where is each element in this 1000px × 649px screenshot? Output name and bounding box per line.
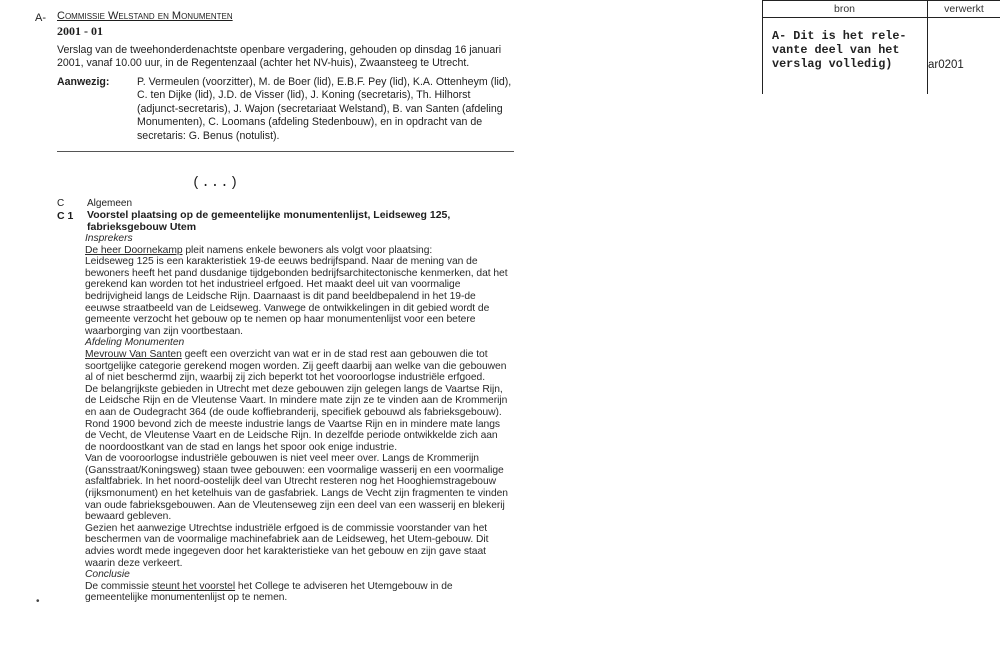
afdeling-heading: Afdeling Monumenten — [85, 337, 185, 349]
remaining-paragraph: Van de vooroorlogse industriële gebouwen is niet veel meer over. Langs de Krommerijn (Gansstraat/Koningsweg) staan twee gebouwen: een voormalige wasserij en een voormalige asfaltfabriek. In het noord-oostelijk deel van Utrecht resteren nog het Hooghiemstragebouw (rijksmonument) en het ketelhuis van de gasfabriek. Langs de Vecht zijn fragmenten te vinden van oude fabrieksgebouwen. Aan de Vleutenseweg zijn een deel van een wasserij en blekerij bewaard gebleven. — [85, 453, 508, 523]
areas-paragraph: De belangrijkste gebieden in Utrecht met deze gebouwen zijn gelegen langs de Vaartse Rijn, de Leidsche Rijn en de Vleutense Vaart. In mindere mate zijn ze te vinden aan de Krommerijn en aan de Oudegracht 364 (de oude koffiebranderij, specifiek gebouwd als fabrieksgebouw). Rond 1900 bevond zich de meeste industrie langs de Vaartse Rijn en in mindere mate langs de Vecht, de Vleutense Vaart en de Leidsche Rijn. In dezelfde periode ontwikkelde zich aan de noordoostkant van de stad en langs het spoor ook enige industrie. — [85, 383, 508, 453]
omission-ellipsis: (...) — [192, 175, 240, 191]
conclusion-pre: De commissie — [85, 580, 152, 592]
agenda-letter: C — [57, 198, 65, 209]
form-header-divider — [762, 17, 1000, 18]
report-intro: Verslag van de tweehonderdenachtste openbare vergadering, gehouden op dinsdag 16 januari 2001, vanaf 10.00 uur, in de Regentenzaal (achter het NV-huis), Zwaansteeg te Utrecht. — [57, 44, 502, 70]
monumenten-speaker-name: Mevrouw Van Santen — [85, 348, 182, 360]
conclusie-heading: Conclusie — [85, 569, 130, 581]
speaker-intro — [85, 245, 510, 257]
conclusion-paragraph — [85, 581, 510, 604]
section-divider — [57, 151, 514, 152]
verwerkt-column-header: verwerkt — [944, 3, 984, 15]
conclusion-underlined: steunt het voorstel — [151, 580, 236, 592]
item-content — [85, 233, 510, 604]
form-top-border — [762, 0, 1000, 1]
speaker-paragraph: Leidseweg 125 is een karakteristiek 19-de eeuws bedrijfspand. Naar de mening van de bewoners heeft het pand dusdanige tijdgebonden bedrijfsarchitectonische kenmerken, dat het gerekend kan worden tot het industrieel erfgoed. Het maakt deel uit van voormalige bedrijvigheid langs de Leidsche Rijn. Daarnaast is dit pand beeldbepalend in het 19-de eeuwse straatbeeld van de Leidseweg. Vanwege de ontwikkelingen in dit gebied wordt de gemeente verzocht het gebouw op te nemen op haar monumentenlijst voor een betere waarborging van zijn voortbestaan. — [85, 256, 508, 337]
speaker-name: De heer Doornekamp — [85, 244, 183, 256]
document-number: 2001 - 01 — [57, 24, 103, 38]
agenda-title: Algemeen — [87, 198, 133, 209]
monumenten-intro-text: geeft een overzicht van wat er in de stad rest aan gebouwen die tot soortgelijke categorie gerekend mogen worden. Zij geeft daarbij aan welke van die gebouwen al of niet beschermd zijn, waarbij zij zich beperkt tot het vooroorlogse industriële erfgoed. — [85, 348, 507, 384]
monumenten-intro — [85, 349, 510, 384]
commission-name — [57, 10, 233, 22]
conclusion-post: het College te adviseren het Utemgebouw in de gemeentelijke monumentenlijst op te nemen. — [85, 580, 453, 604]
bron-column-header: bron — [833, 3, 855, 15]
margin-bullet: • — [36, 596, 40, 607]
item-title: Voorstel plaatsing op de gemeentelijke monumentenlijst, Leidseweg 125, fabrieksgebouw Utem — [87, 209, 451, 233]
commission-name-text: Commissie Welstand en Monumenten — [57, 10, 233, 22]
insprekers-heading: Insprekers — [85, 233, 133, 244]
speaker-intro-text: pleit namens enkele bewoners als volgt voor plaatsing: — [182, 244, 433, 256]
item-number: C 1 — [57, 210, 74, 222]
typed-source-note: A- Dit is het rele- vante deel van het verslag volledig) — [772, 29, 907, 71]
reference-code: ar0201 — [928, 59, 964, 71]
source-marker: A- — [35, 12, 46, 24]
present-label: Aanwezig: — [57, 76, 110, 88]
advice-paragraph: Gezien het aanwezige Utrechtse industriële erfgoed is de commissie voorstander van het beschermen van de voormalige machinefabriek aan de Leidseweg, het Utem-gebouw. Dit advies wordt mede ingegeven door het karakteristieke van het gebouw en zijn gave staat waarin deze verkeert. — [85, 522, 489, 569]
present-list: P. Vermeulen (voorzitter), M. de Boer (lid), E.B.F. Pey (lid), K.A. Ottenheym (lid), C. ten Dijke (lid), J.D. de Visser (lid), J. Koning (secretaris), Th. Hilhorst (adjunct-secretaris), J. Wajon (secretariaat Welstand), B. van Santen (afdeling Monumenten), C. Loomans (afdeling Stedenbouw), en in opdracht van de secretaris: G. Benus (notulist). — [137, 76, 512, 142]
